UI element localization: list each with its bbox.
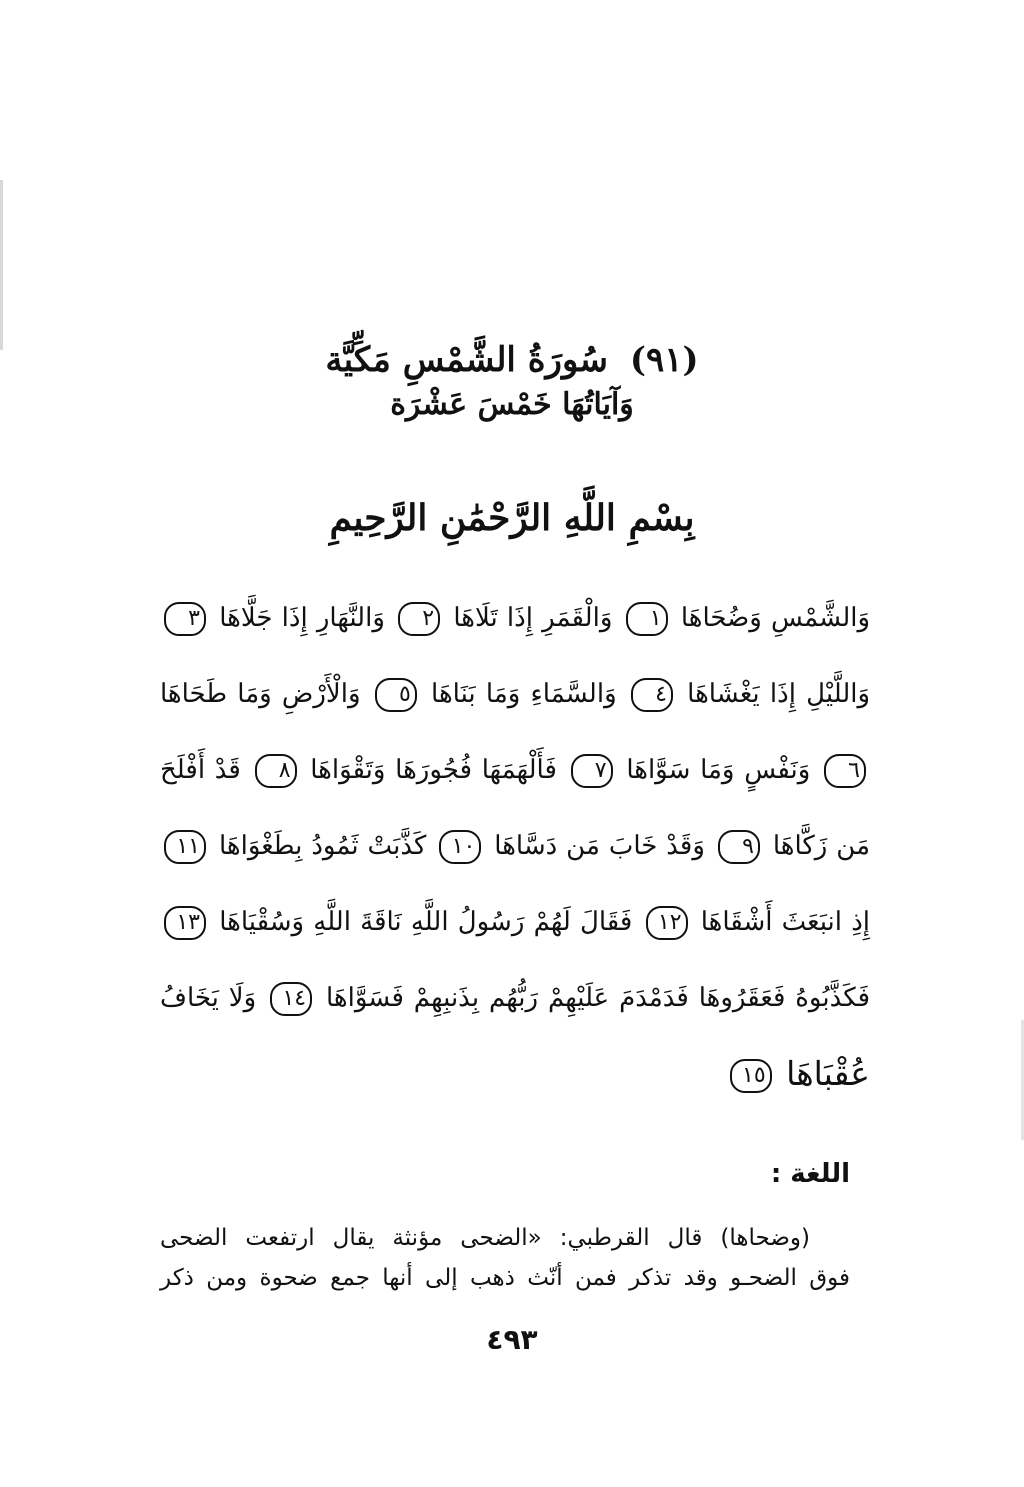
surah-title-line bbox=[300, 336, 724, 384]
surah-verse-count: وَآيَاتُهَا خَمْسَ عَشْرَة bbox=[390, 387, 634, 422]
verse-text: وَقَدْ خَابَ مَن دَسَّاهَا bbox=[494, 831, 705, 861]
verse-text: وَالنَّهَارِ إِذَا جَلَّاهَا bbox=[219, 603, 385, 633]
verse-text: وَالْأَرْضِ وَمَا طَحَاهَا bbox=[160, 679, 361, 709]
ayah-number-marker: ١٢ bbox=[646, 906, 688, 940]
verse-line bbox=[160, 580, 870, 656]
ayah-number-marker: ٤ bbox=[631, 678, 673, 712]
ayah-number-marker: ٢ bbox=[398, 602, 440, 636]
verse-line bbox=[160, 1036, 870, 1112]
scan-edge-left bbox=[0, 180, 3, 350]
verse-text: وَالْقَمَرِ إِذَا تَلَاهَا bbox=[453, 603, 613, 633]
verse-text: فَكَذَّبُوهُ فَعَقَرُوهَا فَدَمْدَمَ عَلَيْهِمْ رَبُّهُم بِذَنبِهِمْ فَسَوَّاهَا bbox=[326, 983, 871, 1013]
ayah-number-marker: ٧ bbox=[571, 754, 613, 788]
verse-text: وَاللَّيْلِ إِذَا يَغْشَاهَا bbox=[687, 679, 871, 709]
verse-line bbox=[160, 732, 870, 808]
verse-text: قَدْ أَفْلَحَ bbox=[160, 755, 241, 785]
commentary bbox=[160, 1218, 850, 1298]
verse-text: وَالسَّمَاءِ وَمَا بَنَاهَا bbox=[431, 679, 617, 709]
basmala: بِسْمِ اللَّهِ الرَّحْمَٰنِ الرَّحِيمِ bbox=[329, 497, 695, 539]
ayah-number-marker: ٦ bbox=[824, 754, 866, 788]
verse-text: فَقَالَ لَهُمْ رَسُولُ اللَّهِ نَاقَةَ اللَّهِ وَسُقْيَاهَا bbox=[219, 907, 633, 937]
verse-text: عُقْبَاهَا bbox=[786, 1054, 870, 1093]
ayah-number-marker: ٥ bbox=[375, 678, 417, 712]
verse-text: فَأَلْهَمَهَا فُجُورَهَا وَتَقْوَاهَا bbox=[310, 755, 557, 785]
ayah-number-marker: ٩ bbox=[718, 830, 760, 864]
verse-text: وَنَفْسٍ وَمَا سَوَّاهَا bbox=[626, 755, 811, 785]
verse-text: مَن زَكَّاهَا bbox=[772, 831, 871, 861]
page-number: ٤٩٣ bbox=[486, 1323, 538, 1356]
ayah-number-marker: ١٤ bbox=[270, 982, 312, 1016]
surah-title: سُورَةُ الشَّمْسِ مَكِّيَّة bbox=[325, 340, 608, 380]
surah-header bbox=[300, 336, 724, 436]
ayah-number-marker: ١١ bbox=[164, 830, 206, 864]
verse-line bbox=[160, 656, 870, 732]
ayah-number-marker: ٣ bbox=[164, 602, 206, 636]
ayah-number-marker: ١٣ bbox=[164, 906, 206, 940]
language-heading: اللغة : bbox=[770, 1159, 850, 1189]
ayah-number-marker: ٨ bbox=[255, 754, 297, 788]
verse-line bbox=[160, 808, 870, 884]
verse-line bbox=[160, 884, 870, 960]
ayah-number-marker: ١ bbox=[626, 602, 668, 636]
verse-text: إِذِ انبَعَثَ أَشْقَاهَا bbox=[700, 907, 870, 937]
surah-number: (٩١) bbox=[629, 340, 699, 380]
ayah-number-marker: ١٠ bbox=[439, 830, 481, 864]
commentary-line-1: (وضحاها) قال القرطبي: «الضحى مؤنثة يقال ارتفعت الضحى bbox=[160, 1225, 810, 1251]
verse-text: وَالشَّمْسِ وَضُحَاهَا bbox=[680, 603, 871, 633]
verse-line bbox=[160, 960, 870, 1036]
verse-text: كَذَّبَتْ ثَمُودُ بِطَغْوَاهَا bbox=[218, 831, 427, 861]
ayah-number-marker: ١٥ bbox=[730, 1059, 772, 1093]
verses-block bbox=[160, 580, 870, 1112]
verse-text: وَلَا يَخَافُ bbox=[160, 983, 257, 1013]
commentary-line-2: فوق الضحـو وقد تذكر فمن أنّث ذهب إلى أنها جمع ضحوة ومن ذكر bbox=[160, 1265, 850, 1291]
